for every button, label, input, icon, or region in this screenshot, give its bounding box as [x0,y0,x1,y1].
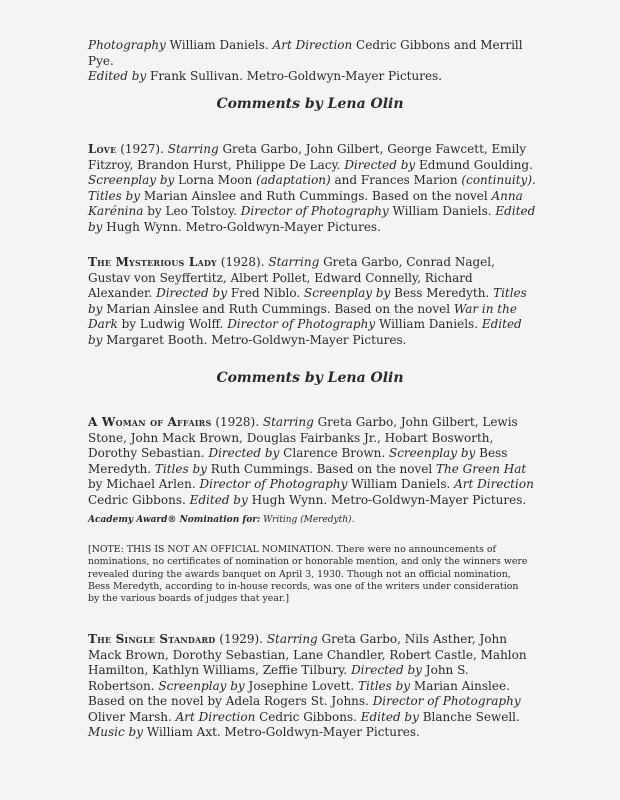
film-title: A Woman of Affairs [88,415,212,429]
credit-role: Photography [88,38,166,52]
credit-role: Edited by [88,69,147,83]
film-entry-love: Love (1927). Starring Greta Garbo, John Gilbert, George Fawcett, Emily Fitzroy, Brandon Hurst, Philippe De Lacy. Directed by Edmund Goulding. Screenplay by Lorna Moon (adaptation) and Frances Marion (continuity). Titles by Marian Ainslee and Ruth Cummings. Based on the novel Anna Karénina by Leo Tolstoy. Director of Photography William Daniels. Edited by Hugh Wynn. Metro-Goldwyn-Mayer Pictures. [88,142,536,234]
award-nomination [88,514,536,526]
award-value: Writing (Meredyth). [260,515,355,525]
film-title: Love [88,142,117,156]
film-entry-mysterious-lady: The Mysterious Lady (1928). Starring Greta Garbo, Conrad Nagel, Gustav von Seyffertitz, Albert Pollet, Edward Connelly, Richard Alexander. Directed by Fred Niblo. Screenplay by Bess Meredyth. Titles by Marian Ainslee and Ruth Cummings. Based on the novel War in the Dark by Ludwig Wolff. Director of Photography William Daniels. Edited by Margaret Booth. Metro-Goldwyn-Mayer Pictures. [88,255,527,347]
film-title: The Mysterious Lady [88,255,217,269]
intro-credits: Photography William Daniels. Art Direction Cedric Gibbons and Merrill Pye. Edited by Frank Sullivan. Metro-Goldwyn-Mayer Pictures. [88,38,523,83]
credit-role: Art Direction [272,38,353,52]
film-title: The Single Standard [88,632,216,646]
nomination-note: [NOTE: THIS IS NOT AN OFFICIAL NOMINATION. There were no announcements of nominations, no certificates of nomination or honorable mention, and only the winners were revealed during the awards banquet on April 3, 1930. Though not an official nomination, Bess Meredyth, according to in-house records, was one of the writers under consideration by the various boards of judges that year.] [88,544,528,605]
award-label: Academy Award® Nomination for: [88,515,261,525]
section-heading-1: Comments by Lena Olin [216,96,404,112]
film-entry-woman-of-affairs: A Woman of Affairs (1928). Starring Greta Garbo, John Gilbert, Lewis Stone, John Mack Brown, Douglas Fairbanks Jr., Hobart Bosworth, Dorothy Sebastian. Directed by Clarence Brown. Screenplay by Bess Meredyth. Titles by Ruth Cummings. Based on the novel The Green Hat by Michael Arlen. Director of Photography William Daniels. Art Direction Cedric Gibbons. Edited by Hugh Wynn. Metro-Goldwyn-Mayer Pictures. [88,415,534,507]
section-heading-2: Comments by Lena Olin [216,370,404,386]
film-entry-single-standard: The Single Standard (1929). Starring Greta Garbo, Nils Asther, John Mack Brown, Dorothy Sebastian, Lane Chandler, Robert Castle, Mahlon Hamilton, Kathlyn Williams, Zeffie Tilbury. Directed by John S. Robertson. Screenplay by Josephine Lovett. Titles by Marian Ainslee. Based on the novel by Adela Rogers St. Johns. Director of Photography Oliver Marsh. Art Direction Cedric Gibbons. Edited by Blanche Sewell. Music by William Axt. Metro-Goldwyn-Mayer Pictures. [88,632,527,739]
